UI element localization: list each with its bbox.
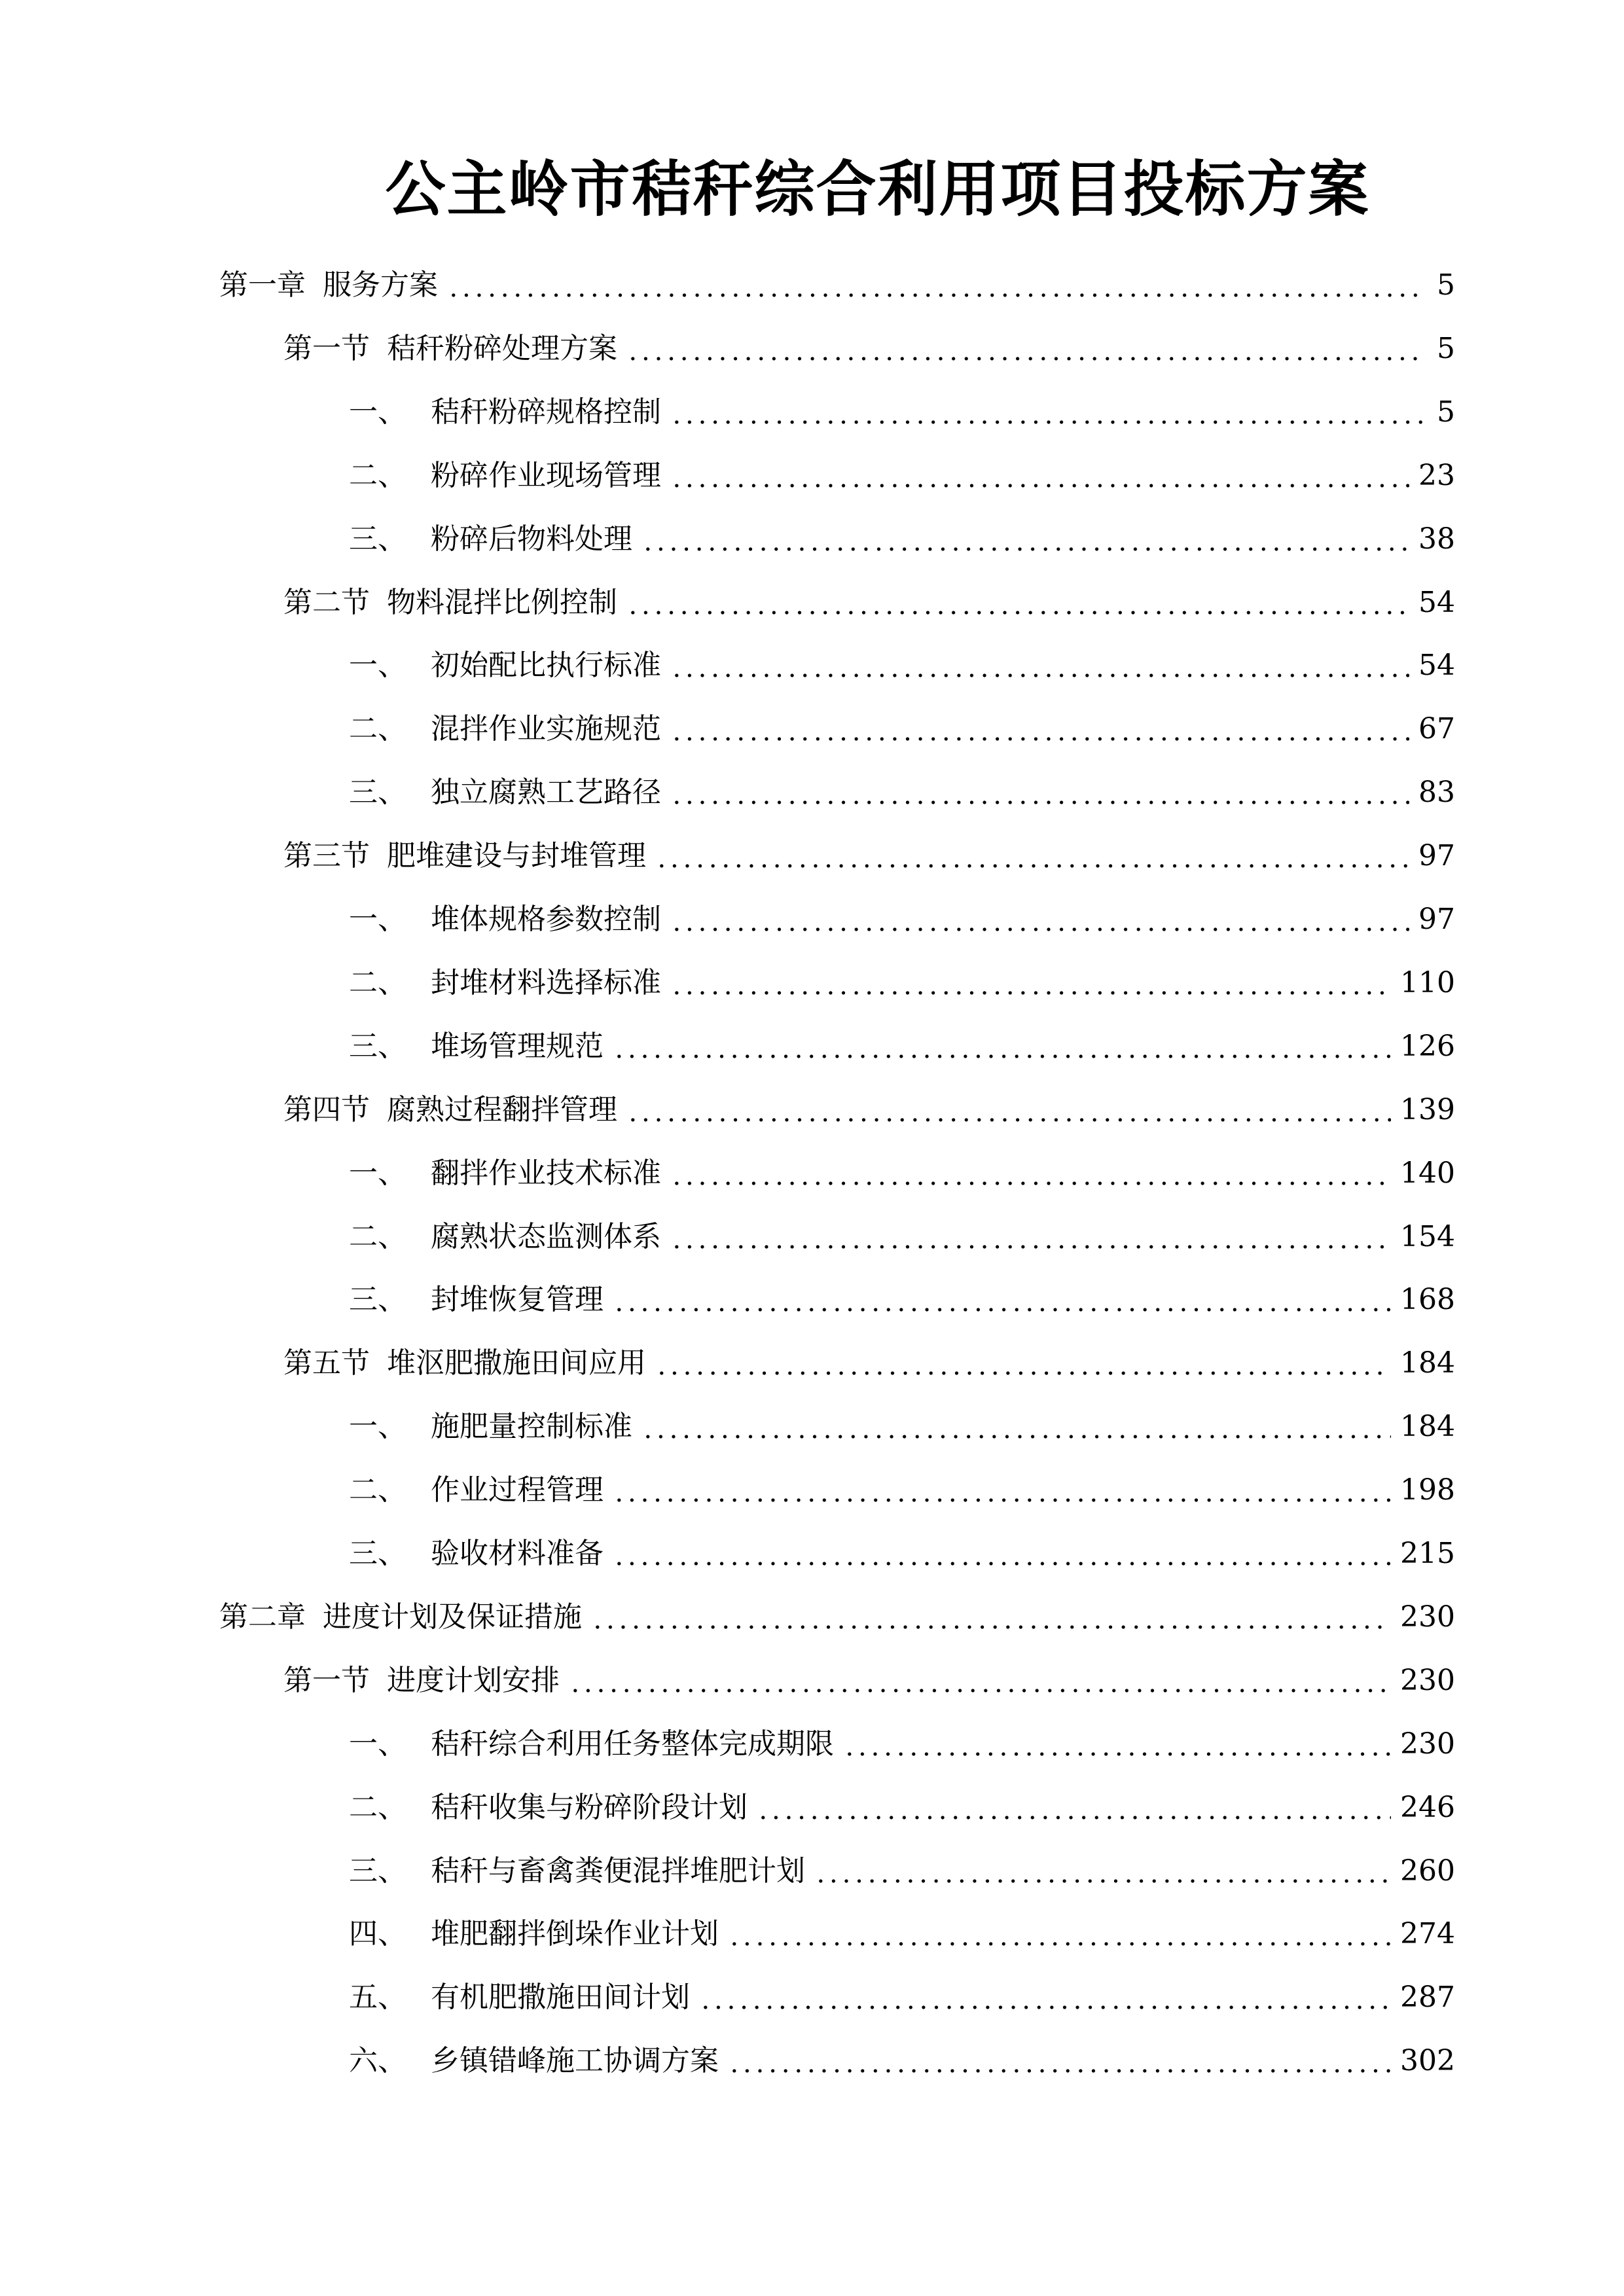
toc-entry[interactable] [283, 323, 1455, 368]
toc-entry-page-number: 5 [1437, 331, 1455, 365]
toc-entry-page-number: 5 [1437, 395, 1455, 429]
toc-entry-title: 腐熟过程翻拌管理 [387, 1092, 617, 1126]
toc-entry[interactable] [349, 1211, 1455, 1257]
toc-entry[interactable] [349, 1147, 1455, 1193]
toc-entry-page-number: 230 [1400, 1663, 1455, 1697]
toc-entry[interactable] [349, 1971, 1455, 2017]
toc-entry-page-number: 67 [1418, 712, 1455, 746]
toc-entry[interactable] [349, 1718, 1455, 1764]
toc-entry-page-number: 139 [1400, 1092, 1455, 1126]
toc-entry-title: 堆体规格参数控制 [431, 903, 661, 936]
toc-entry-number: 一、 [349, 649, 406, 683]
toc-entry-page-number: 215 [1400, 1537, 1455, 1570]
toc-entry-number: 四、 [349, 1917, 406, 1951]
toc-entry[interactable] [349, 1845, 1455, 1891]
toc-entry-number: 三、 [349, 1854, 406, 1888]
toc-entry-page-number: 168 [1400, 1283, 1455, 1317]
toc-entry-page-number: 230 [1400, 1727, 1455, 1761]
toc-dot-leader [699, 2005, 1391, 2009]
toc-entry-page-number: 274 [1400, 1917, 1455, 1951]
toc-entry-page-number: 287 [1400, 1981, 1455, 2015]
toc-entry-number: 二、 [349, 1473, 406, 1507]
toc-entry[interactable] [349, 513, 1455, 559]
toc-entry-title: 封堆恢复管理 [431, 1283, 604, 1317]
toc-dot-leader [670, 927, 1409, 931]
toc-dot-leader [447, 293, 1426, 297]
toc-entry[interactable] [349, 450, 1455, 495]
toc-entry[interactable] [349, 639, 1455, 685]
toc-dot-leader [670, 673, 1409, 677]
toc-entry[interactable] [283, 577, 1455, 622]
toc-entry-page-number: 184 [1400, 1346, 1455, 1380]
toc-dot-leader [613, 1054, 1391, 1058]
toc-entry-page-number: 5 [1437, 268, 1455, 302]
toc-entry-number: 一、 [349, 1727, 406, 1761]
toc-entry-title: 堆肥翻拌倒垛作业计划 [431, 1917, 719, 1951]
toc-entry-page-number: 110 [1400, 965, 1455, 999]
toc-entry[interactable] [349, 893, 1455, 939]
toc-entry-number: 第一节 [283, 331, 370, 365]
document-title: 公主岭市秸秆综合利用项目投标方案 [385, 154, 1370, 224]
toc-entry-title: 混拌作业实施规范 [431, 712, 661, 746]
toc-entry[interactable] [349, 1528, 1455, 1573]
toc-dot-leader [613, 1308, 1391, 1312]
toc-entry-number: 二、 [349, 1219, 406, 1253]
toc-entry-page-number: 83 [1418, 776, 1455, 810]
toc-dot-leader [670, 1181, 1391, 1185]
toc-entry-title: 粉碎后物料处理 [431, 522, 632, 556]
toc-entry[interactable] [283, 1084, 1455, 1130]
toc-entry-title: 秸秆粉碎处理方案 [387, 331, 617, 365]
toc-entry-number: 一、 [349, 395, 406, 429]
toc-dot-leader [569, 1689, 1391, 1693]
toc-entry-title: 腐熟状态监测体系 [431, 1219, 661, 1253]
toc-entry-title: 初始配比执行标准 [431, 649, 661, 683]
toc-entry-title: 翻拌作业技术标准 [431, 1156, 661, 1190]
toc-entry-page-number: 126 [1400, 1029, 1455, 1063]
toc-entry-number: 第四节 [283, 1092, 370, 1126]
toc-entry-number: 三、 [349, 776, 406, 810]
toc-dot-leader [670, 1245, 1391, 1249]
toc-entry-number: 一、 [349, 1156, 406, 1190]
toc-entry-number: 一、 [349, 903, 406, 936]
toc-dot-leader [613, 1498, 1391, 1502]
toc-entry-number: 三、 [349, 1283, 406, 1317]
toc-entry-page-number: 97 [1418, 839, 1455, 873]
toc-dot-leader [728, 1942, 1391, 1946]
toc-entry-title: 秸秆收集与粉碎阶段计划 [431, 1790, 748, 1824]
toc-dot-leader [814, 1879, 1391, 1883]
toc-entry[interactable] [349, 703, 1455, 749]
toc-entry-title: 进度计划及保证措施 [323, 1600, 582, 1634]
toc-entry-page-number: 184 [1400, 1410, 1455, 1444]
toc-entry-page-number: 140 [1400, 1156, 1455, 1190]
toc-entry-page-number: 246 [1400, 1790, 1455, 1824]
toc-entry-page-number: 54 [1418, 585, 1455, 619]
toc-dot-leader [591, 1625, 1391, 1629]
toc-entry-title: 乡镇错峰施工协调方案 [431, 2044, 719, 2078]
toc-entry-page-number: 260 [1400, 1854, 1455, 1888]
toc-entry[interactable] [349, 1908, 1455, 1954]
toc-entry-number: 二、 [349, 965, 406, 999]
toc-entry-title: 独立腐熟工艺路径 [431, 776, 661, 810]
toc-dot-leader [655, 864, 1409, 868]
toc-entry[interactable] [349, 1464, 1455, 1510]
toc-entry-page-number: 54 [1418, 649, 1455, 683]
toc-entry-number: 二、 [349, 458, 406, 492]
toc-entry-title: 施肥量控制标准 [431, 1410, 632, 1444]
toc-entry-title: 堆场管理规范 [431, 1029, 604, 1063]
toc-entry-number: 六、 [349, 2044, 406, 2078]
toc-dot-leader [626, 1118, 1391, 1122]
toc-entry-page-number: 154 [1400, 1219, 1455, 1253]
toc-dot-leader [626, 357, 1426, 361]
toc-entry-number: 第三节 [283, 839, 370, 873]
toc-entry-title: 进度计划安排 [387, 1663, 560, 1697]
toc-entry[interactable] [349, 386, 1455, 432]
toc-entry-number: 第二节 [283, 585, 370, 619]
toc-entry-number: 二、 [349, 1790, 406, 1824]
toc-dot-leader [655, 1371, 1391, 1375]
toc-entry[interactable] [349, 1401, 1455, 1446]
toc-entry-title: 粉碎作业现场管理 [431, 458, 661, 492]
toc-entry-title: 有机肥撒施田间计划 [431, 1981, 690, 2015]
toc-entry[interactable] [283, 1337, 1455, 1383]
toc-entry-page-number: 198 [1400, 1473, 1455, 1507]
toc-entry-title: 秸秆与畜禽粪便混拌堆肥计划 [431, 1854, 805, 1888]
toc-entry-page-number: 302 [1400, 2044, 1455, 2078]
toc-entry[interactable] [349, 1274, 1455, 1319]
toc-entry[interactable] [349, 766, 1455, 812]
toc-entry-number: 二、 [349, 712, 406, 746]
toc-entry[interactable] [283, 830, 1455, 876]
toc-entry-title: 肥堆建设与封堆管理 [387, 839, 646, 873]
toc-dot-leader [670, 420, 1426, 424]
toc-entry-title: 验收材料准备 [431, 1537, 604, 1570]
toc-entry[interactable] [349, 1782, 1455, 1827]
toc-entry-number: 三、 [349, 522, 406, 556]
toc-entry[interactable] [219, 259, 1455, 305]
toc-entry-number: 一、 [349, 1410, 406, 1444]
toc-dot-leader [728, 2069, 1391, 2073]
toc-entry-title: 封堆材料选择标准 [431, 965, 661, 999]
toc-dot-leader [641, 547, 1409, 551]
toc-entry-title: 堆沤肥撒施田间应用 [387, 1346, 646, 1380]
toc-dot-leader [641, 1435, 1391, 1439]
toc-entry[interactable] [349, 2035, 1455, 2081]
toc-dot-leader [613, 1562, 1391, 1566]
toc-entry-title: 作业过程管理 [431, 1473, 604, 1507]
toc-entry-title: 物料混拌比例控制 [387, 585, 617, 619]
toc-entry-page-number: 97 [1418, 903, 1455, 936]
toc-entry-page-number: 230 [1400, 1600, 1455, 1634]
toc-entry[interactable] [219, 1591, 1455, 1637]
toc-entry[interactable] [349, 957, 1455, 1003]
toc-entry-number: 第一章 [219, 268, 306, 302]
toc-entry-title: 服务方案 [323, 268, 438, 302]
toc-entry-number: 三、 [349, 1537, 406, 1570]
toc-entry-page-number: 38 [1418, 522, 1455, 556]
toc-dot-leader [670, 737, 1409, 741]
toc-entry-number: 第二章 [219, 1600, 306, 1634]
toc-entry-page-number: 23 [1418, 458, 1455, 492]
toc-entry-number: 第一节 [283, 1663, 370, 1697]
toc-dot-leader [843, 1752, 1391, 1756]
toc-dot-leader [670, 484, 1409, 488]
toc-entry-number: 三、 [349, 1029, 406, 1063]
toc-dot-leader [626, 611, 1409, 615]
toc-dot-leader [757, 1816, 1391, 1820]
toc-dot-leader [670, 800, 1409, 804]
toc-entry-number: 第五节 [283, 1346, 370, 1380]
toc-entry-title: 秸秆综合利用任务整体完成期限 [431, 1727, 834, 1761]
toc-entry-number: 五、 [349, 1981, 406, 2015]
toc-entry[interactable] [349, 1020, 1455, 1066]
toc-entry[interactable] [283, 1655, 1455, 1700]
toc-entry-title: 秸秆粉碎规格控制 [431, 395, 661, 429]
toc-dot-leader [670, 991, 1391, 995]
